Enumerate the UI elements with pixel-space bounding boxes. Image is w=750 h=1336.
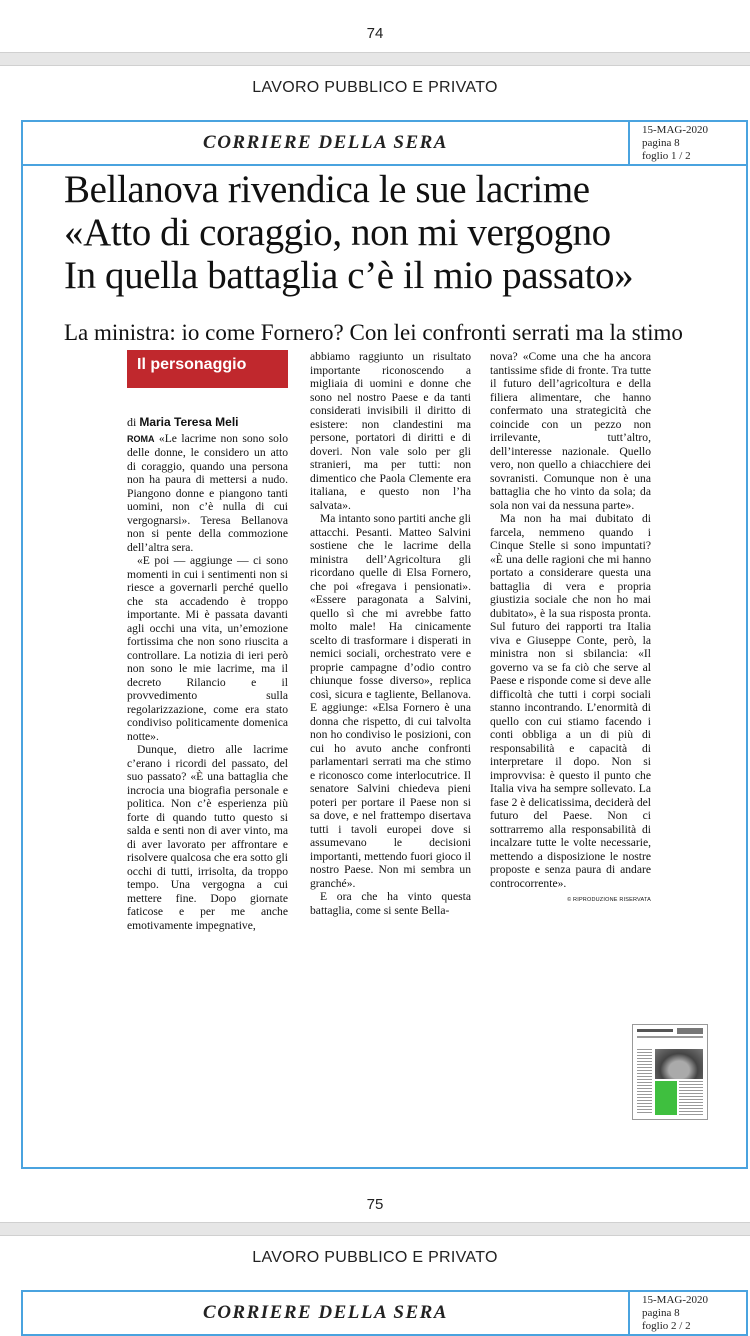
newspaper-masthead: CORRIERE DELLA SERA xyxy=(203,1302,448,1323)
clipping-meta xyxy=(628,122,746,164)
clipping-meta xyxy=(628,1292,746,1334)
byline xyxy=(127,416,288,430)
clipping-header xyxy=(21,120,748,166)
clipping-date: 15-MAG-2020 xyxy=(642,1294,708,1306)
page-number: 75 xyxy=(366,1196,384,1213)
clipping-foglio: foglio 2 / 2 xyxy=(642,1320,691,1332)
article-paragraph: abbiamo raggiunto un risultato importante riconoscendo a migliaia di uomini e donne che sono nel nostro Paese e da tanti considerati invisibili il diritto di esistere: non clandestini ma persone, portatori di diritti e di doveri. Non vale solo per gli stranieri, ma per tutti: non dimentico che Paola Clemente era italiana, e questo non l’ha salvata». xyxy=(310,350,471,512)
page-separator xyxy=(0,52,750,66)
section-title: LAVORO PUBBLICO E PRIVATO xyxy=(252,79,498,96)
newspaper-masthead: CORRIERE DELLA SERA xyxy=(203,132,448,153)
article-paragraph xyxy=(127,432,288,555)
article-column-3 xyxy=(490,350,651,908)
clipping-foglio: foglio 1 / 2 xyxy=(642,150,691,162)
article-column-2 xyxy=(310,350,471,917)
byline-prefix: di xyxy=(127,415,137,429)
article-paragraph: «E poi — aggiunge — ci sono momenti in cui i sentimenti non si riesce a governarli perché quello che sta accadendo è troppo importante. Mi è passata davanti agli occhi una vita, un’emozione fortissima che non sono riuscita a controllare. La notizia di ieri però non sono le mie lacrime, ma il decreto Rilancio e il provvedimento sulla regolarizzazione, come era stato condiviso politicamente domenica notte». xyxy=(127,554,288,743)
headline-line: In quella battaglia c’è il mio passato» xyxy=(64,254,634,297)
parliament-photo-thumbnail xyxy=(655,1049,703,1079)
page-separator xyxy=(0,1222,750,1236)
clipping-pagina: pagina 8 xyxy=(642,137,680,149)
paragraph-text: «Le lacrime non sono solo delle donne, le considero un atto di coraggio, quando una persona non ha paura di mettersi a nudo. Piangono donne e piangono tanti uomini, non c’è nulla di cui vergognarsi». Teresa Bellanova non si pente della commozione dell’altra sera. xyxy=(127,431,288,554)
dateline: ROMA xyxy=(127,433,155,444)
section-badge: Il personaggio xyxy=(127,350,288,388)
article-paragraph: Dunque, dietro alle lacrime c’erano i ricordi del passato, del suo passato? «È una battaglia che incrocia una biografia personale e politica. Non c’è esperienza più forte di quando tutto questo si salda e senti non di aver vinto, ma di aver lavorato per affrontare e risolvere qualcosa che era sotto gli occhi di tutti, irrisolta, da troppo tempo. Una vergogna a cui mettere fine. Dopo giornate faticose e per me anche emotivamente impegnative, xyxy=(127,743,288,932)
section-title: LAVORO PUBBLICO E PRIVATO xyxy=(252,1249,498,1266)
article-column-1 xyxy=(127,350,288,932)
author-name: Maria Teresa Meli xyxy=(139,415,239,429)
clipping-header xyxy=(21,1290,748,1336)
clipping-pagina: pagina 8 xyxy=(642,1307,680,1319)
copyright-notice: © RIPRODUZIONE RISERVATA xyxy=(567,897,651,903)
article-paragraph: Ma intanto sono partiti anche gli attacchi. Pesanti. Matteo Salvini sostiene che le lacrime della ministra dell’Agricoltura gli ricordano quelle di Elsa Fornero, che poi «fregava i pensionati». «Essere paragonata a Salvini, quello sì che mi avrebbe fatto molto male! Ha cinicamente scelto di trasformare i disperati in nemici sociali, orchestrato vere e proprie campagne d’odio contro chiunque fosse diverso», replica così, sicura e tagliente, Bellanova. E aggiunge: «Elsa Fornero è una donna che rispetto, di cui talvolta non ho condiviso le posizioni, con cui ho avuto anche confronti parlamentari serrati ma che stimo e riconosco come interlocutrice. Il senatore Salvini chiedeva pieni poteri per portare il Paese non si sa dove, e nel frattempo disertava tutti i tavoli europei dove si assumevano le decisioni importanti, mettendo fuori gioco il nostro Paese. Non mi sembra un granché». xyxy=(310,512,472,890)
article-paragraph: E ora che ha vinto questa battaglia, come si sente Bella- xyxy=(310,890,471,917)
article-headline xyxy=(64,168,724,297)
page-number: 74 xyxy=(366,25,384,42)
article-subheadline: La ministra: io come Fornero? Con lei confronti serrati ma la stimo xyxy=(64,320,683,345)
headline-line: «Atto di coraggio, non mi vergogno xyxy=(64,211,611,254)
article-paragraph: Ma non ha mai dubitato di farcela, nemmeno quando i Cinque Stelle si sono impuntati? «È una delle ragioni che mi hanno portato a considerare questa una battaglia di vera e propria giustizia sociale che non ho mai dubitato», è la sua risposta pronta. Sul futuro dei rapporti tra Italia viva e Giuseppe Conte, però, la ministra non si sbilancia: «Il governo va se fa ciò che serve al Paese e risponde come si deve alle difficoltà che tutti i corpi sociali stanno incontrando. L’enormità di quello con cui stiamo facendo i conti obbliga a un di più di responsabilità e capacità di interpretare il dopo. Non si improvvisa: è questo il punto che Italia viva ha sempre sollevato. La fase 2 è delicatissima, deciderà del futuro del Paese. Non ci sottrarremo alla responsabilità di incalzare tutte le volte necessarie, mettendo a disposizione le nostre proposte e senza paura di andare controcorrente». xyxy=(490,512,651,890)
headline-line: Bellanova rivendica le sue lacrime xyxy=(64,168,590,211)
clipping-date: 15-MAG-2020 xyxy=(642,124,708,136)
page-thumbnail[interactable] xyxy=(632,1024,708,1120)
article-paragraph: nova? «Come una che ha ancora tantissime sfide di fronte. Tra tutte il futuro dell’agricoltura e della filiera alimentare, che hanno confermato una strategicità che coincide con un pezzo non irrilevante, tutt’altro, dell’interesse nazionale. Quello vero, non quello a chiacchiere dei sovranisti. Comunque non è una battaglia che ho vinto da sola; da sola non vai da nessuna parte». xyxy=(490,350,651,512)
